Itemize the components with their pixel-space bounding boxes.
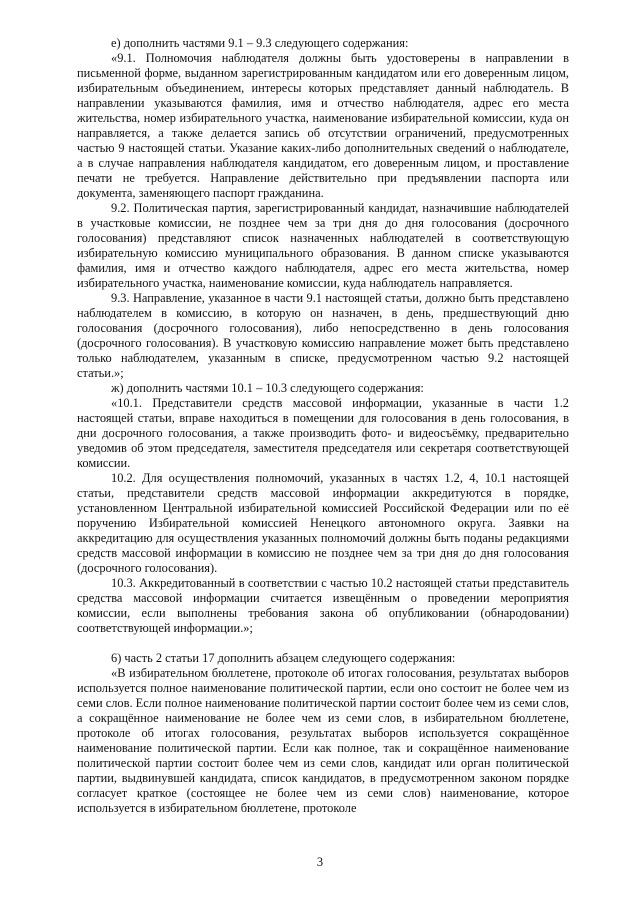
document-body [77,36,569,816]
paragraph-part-9-1: «9.1. Полномочия наблюдателя должны быть удостоверены в направлении в письменной форме, выданном зарегистрированным кандидатом или его доверенным лицом, избирательным объединением, интересы которых представляет данный наблюдатель. В направлении указываются фамилия, имя и отчество наблюдателя, адрес его места жительства, номер избирательного участка, наименование избирательной комиссии, куда он направляется, а также делается запись об отсутствии ограничений, предусмотренных частью 9 настоящей статьи. Указание каких-либо дополнительных сведений о наблюдателе, а в случае направления наблюдателя кандидатом, его доверенным лицом, и проставление печати не требуется. Направление действительно при предъявлении паспорта или документа, заменяющего паспорт гражданина. [77,51,569,200]
paragraph-item-zh: ж) дополнить частями 10.1 – 10.3 следующего содержания: [111,381,424,395]
paragraph-part-10-1: «10.1. Представители средств массовой информации, указанные в части 1.2 настоящей статьи, вправе находиться в помещении для голосования в день голосования, в дни досрочного голосования, а также производить фото- и видеосъёмку, предварительно уведомив об этом председателя, заместителя председателя или секретаря соответствующей комиссии. [77,396,569,470]
paragraph-part-9-2: 9.2. Политическая партия, зарегистрированный кандидат, назначившие наблюдателей в участковые комиссии, не позднее чем за три дня до дня голосования (досрочного голосования) представляют список назначенных наблюдателей в соответствующую избирательную комиссию муниципального образования. В данном списке указываются фамилия, имя и отчество каждого наблюдателя, адрес его места жительства, номер избирательного участка, наименование комиссии, куда наблюдатель направляется. [77,201,569,290]
paragraph-part-10-2: 10.2. Для осуществления полномочий, указанных в частях 1.2, 4, 10.1 настоящей статьи, представители средств массовой информации аккредитуются в порядке, установленном Центральной избирательной комиссией Российской Федерации или по её поручению Избирательной комиссией Ненецкого автономного округа. Заявки на аккредитацию для осуществления указанных полномочий должны быть поданы редакциями средств массовой информации в комиссию не позднее чем за три дня до дня голосования (досрочного голосования). [77,471,569,575]
paragraph-article-17-addition: «В избирательном бюллетене, протоколе об итогах голосования, результатах выборов используется полное наименование политической партии, если оно состоит не более чем из семи слов. Если полное наименование политической партии состоит более чем из семи слов, а сокращённое наименование не более чем из семи слов, в избирательном бюллетене, протоколе об итогах голосования, результатах выборов используется сокращённое наименование политической партии. Если как полное, так и сокращённое наименование политической партии состоит более чем из семи слов, кандидат или орган политической партии, выдвинувшей кандидата, список кандидатов, в предусмотренном законом порядке согласует краткое (состоящее не более чем из семи слов) наименование, которое используется в избирательном бюллетене, протоколе [77,666,569,815]
paragraph-part-10-3: 10.3. Аккредитованный в соответствии с частью 10.2 настоящей статьи представитель средства массовой информации считается извещённым о проведении мероприятия комиссии, если выполнены требования закона об опубликовании (обнародовании) соответствующей информации.»; [77,576,569,635]
paragraph-item-6: 6) часть 2 статьи 17 дополнить абзацем следующего содержания: [111,651,456,665]
page-number: 3 [316,855,324,869]
paragraph-item-e: е) дополнить частями 9.1 – 9.3 следующего содержания: [111,36,409,50]
paragraph-part-9-3: 9.3. Направление, указанное в части 9.1 настоящей статьи, должно быть представлено наблюдателем в комиссию, в которую он назначен, в день, предшествующий дню голосования (досрочного голосования), либо непосредственно в день голосования (досрочного голосования). В участковую комиссию направление может быть представлено только наблюдателем, указанным в списке, предусмотренном частью 9.2 настоящей статьи.»; [77,291,569,380]
